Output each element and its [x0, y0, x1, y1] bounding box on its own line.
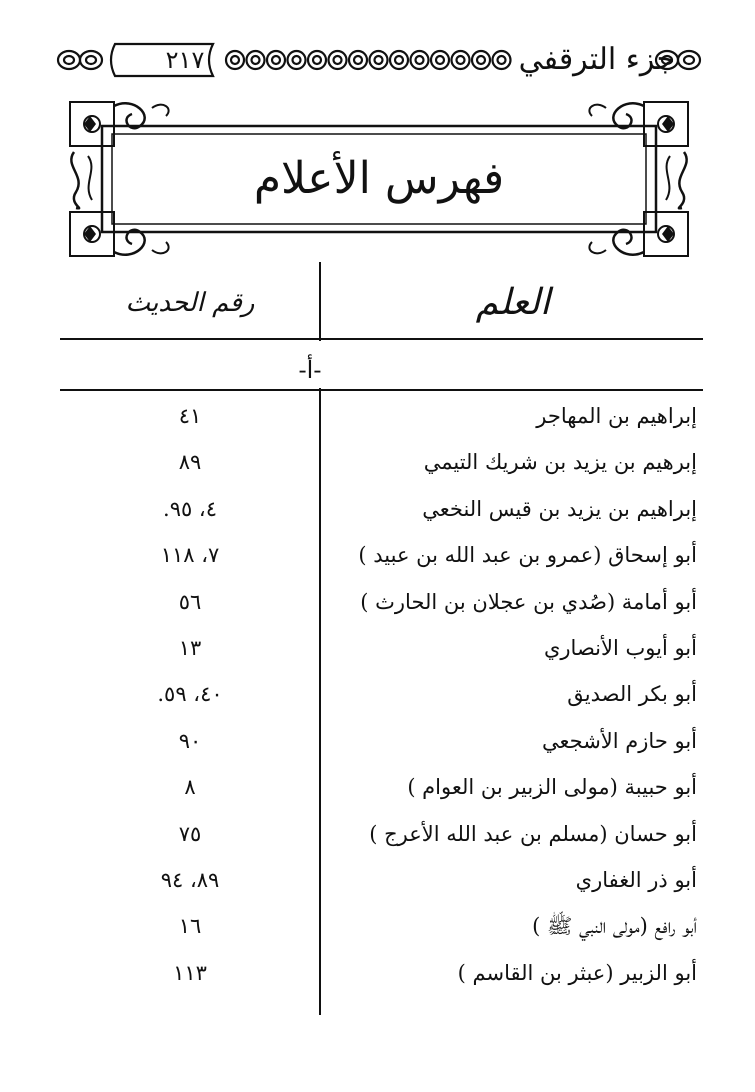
- index-entries: [60, 393, 700, 996]
- entry-name: أبو الزبير (عبثر بن القاسم ): [457, 960, 697, 985]
- list-item: [60, 625, 700, 671]
- page-number: ٢١٧: [165, 46, 205, 74]
- entry-hadith-numbers: ٤، ٩٥.: [163, 496, 217, 521]
- entry-name: أبو بكر الصديق: [567, 682, 697, 707]
- entry-hadith-numbers: ١١٣: [173, 960, 207, 985]
- list-item: [60, 671, 700, 717]
- entry-hadith-numbers: ٥٦: [178, 589, 202, 614]
- entry-name: إبراهيم بن المهاجر: [536, 404, 697, 428]
- entry-name: إبرهيم بن يزيد بن شريك التيمي: [423, 450, 697, 475]
- entry-hadith-numbers: ٨٩، ٩٤: [160, 867, 220, 892]
- book-title: جزء الترقفي: [518, 42, 675, 77]
- list-item: [60, 857, 700, 903]
- entry-name: أبو حبيبة (مولى الزبير بن العوام ): [407, 775, 697, 800]
- entry-name: أبو حازم الأشجعي: [542, 728, 697, 753]
- list-item: [60, 764, 700, 810]
- running-header: [55, 38, 703, 82]
- entry-name: أبو ذر الغفاري: [575, 867, 697, 892]
- index-title: فهرس الأعلام: [253, 153, 505, 204]
- list-item: [60, 811, 700, 857]
- entry-hadith-numbers: ٧، ١١٨: [160, 543, 220, 568]
- list-item: [60, 532, 700, 578]
- entry-hadith-numbers: ٤١: [178, 404, 202, 428]
- entry-name: أبو أمامة (صُدي بن عجلان بن الحارث ): [360, 589, 697, 614]
- entry-hadith-numbers: ٨٩: [178, 450, 202, 475]
- list-item: [60, 439, 700, 485]
- entry-hadith-numbers: ١٦: [178, 914, 202, 939]
- entry-hadith-numbers: ٤٠، ٥٩.: [157, 682, 223, 707]
- entry-name: أبو رافع (مولى النبي ﷺ ): [532, 914, 697, 939]
- list-item: [60, 903, 700, 949]
- list-item: [60, 950, 700, 996]
- list-item: [60, 486, 700, 532]
- heading-rule: [60, 338, 703, 340]
- section-letter: -أ-: [298, 356, 322, 384]
- entry-hadith-numbers: ٩٠: [178, 728, 202, 753]
- entry-hadith-numbers: ١٣: [178, 635, 202, 660]
- entry-hadith-numbers: ٧٥: [178, 821, 202, 846]
- entry-name: إبراهيم بن يزيد بن قيس النخعي: [422, 496, 697, 521]
- list-item: [60, 393, 700, 439]
- entry-hadith-numbers: ٨: [184, 775, 196, 800]
- title-frame: [62, 96, 696, 262]
- entry-name: أبو أيوب الأنصاري: [543, 635, 697, 660]
- section-rule: [60, 389, 703, 391]
- entry-name: أبو حسان (مسلم بن عبد الله الأعرج ): [369, 821, 697, 846]
- list-item: [60, 579, 700, 625]
- name-column-heading: العلم: [475, 282, 550, 323]
- entry-name: أبو إسحاق (عمرو بن عبد الله بن عبيد ): [358, 543, 697, 568]
- list-item: [60, 718, 700, 764]
- hadith-number-column-heading: رقم الحديث: [125, 288, 255, 318]
